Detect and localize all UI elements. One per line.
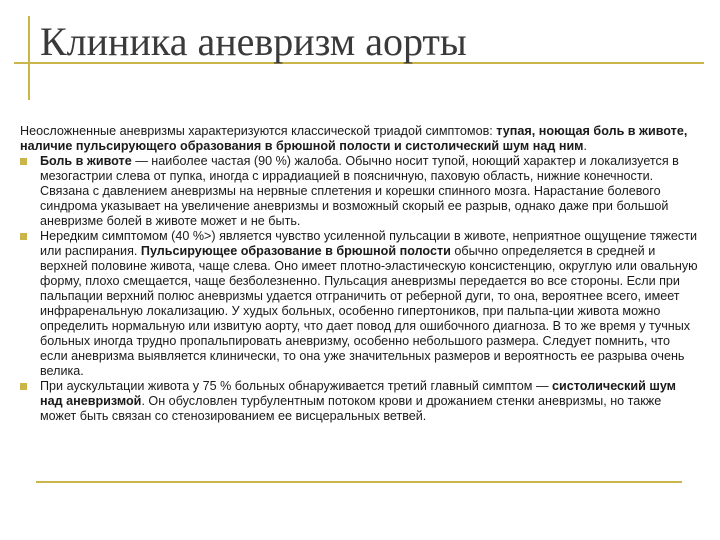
bullet-1-text: — наиболее частая (90 %) жалоба. Обычно носит тупой, ноющий характер и локализуется в мезогастрии слева от пупка, иногда с иррадиацией в поясничную, паховую область, нижние конечности. Связана с давлением аневризмы на нервные сплетения и корешки спинного мозга. Нарастание болевого синдрома указывает на увеличение аневризмы и возможный скорый ее разрыв, однако даже при большой аневризме болей в животе может и не быть. (40, 154, 679, 228)
bullet-2-text-before: Нередким симптомом (40 %>) является чувство усиленной пульсации в животе, неприятное ощущение тяжести или распирания. (40, 229, 698, 258)
bullet-2-text-after: обычно определяется в средней и верхней половине живота, чаще слева. Оно имеет плотно-эластическую консистенцию, округлую или овальную форму, плохо смещается, чаще безболезненно. Пульсация аневризмы передается во все стороны. Если при пальпации верхний полюс аневризмы удается отграничить от реберной дуги, то она, вероятнее всего, имеет инфраренальную локализацию. У худых больных, особенно гипертоников, при пальпа-ции живота можно определить нормальную или извитую аорту, что дает повод для ошибочного диагноза. В то же время у тучных больных иногда трудно пропальпировать аневризму, особенно небольшого размера. Следует помнить, что если аневризма выявляется клинически, то она уже значительных размеров и вероятность ее разрыва очень велика. (40, 244, 698, 378)
footer-rule (36, 481, 682, 483)
bullet-1-bold: Боль в животе (40, 154, 132, 168)
list-item-systolic-murmur (20, 379, 698, 424)
intro-end: . (583, 139, 588, 153)
slide-title: Клиника аневризм аорты (40, 19, 467, 64)
bullet-3-bold: систолический шум над аневризмой (40, 379, 676, 408)
bullet-3-text-before: При аускультации живота у 75 % больных обнаруживается третий главный симптом — (40, 379, 553, 393)
bullet-3-text-after: . Он обусловлен турбулентным потоком крови и дрожанием стенки аневризмы, но также может быть связан со стенозированием ее висцеральных ветвей. (40, 394, 662, 423)
symptom-list (20, 154, 698, 424)
square-bullet-icon (20, 383, 27, 390)
list-item-abdominal-pain (20, 154, 698, 229)
square-bullet-icon (20, 158, 27, 165)
square-bullet-icon (20, 233, 27, 240)
intro-paragraph (20, 124, 698, 154)
intro-text: Неосложненные аневризмы характеризуются классической триадой симптомов: (20, 124, 497, 138)
bullet-2-bold: Пульсирующее образование в брюшной полости (140, 244, 451, 258)
slide-body (20, 124, 698, 424)
intro-bold-triad: тупая, ноющая боль в животе, наличие пульсирующего образования в брюшной полости и систолический шум над ним (20, 124, 688, 153)
title-vertical-rule (28, 16, 30, 100)
list-item-pulsating-mass (20, 229, 698, 379)
